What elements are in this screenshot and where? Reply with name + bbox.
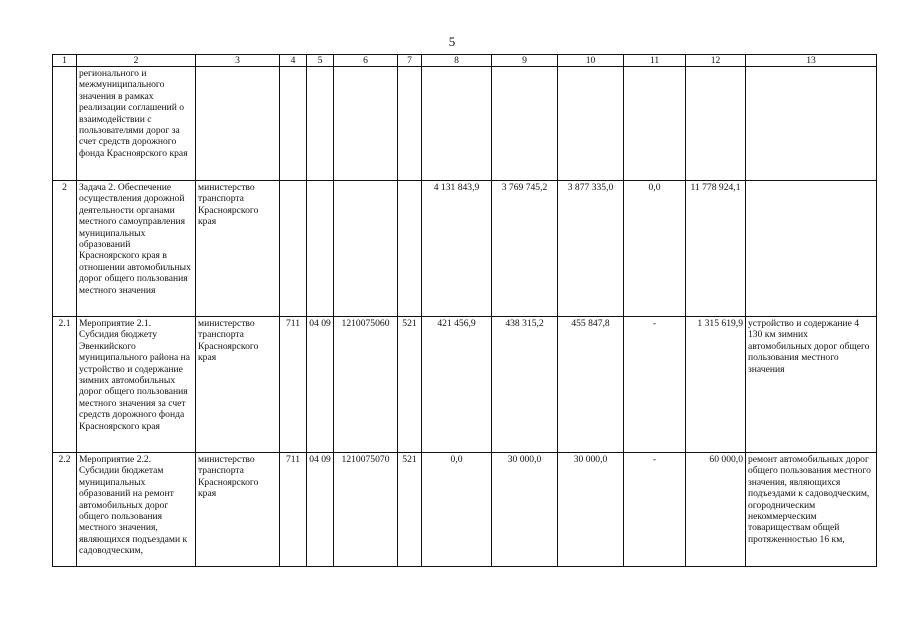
administrator	[196, 67, 280, 181]
grbs-code: 711	[280, 317, 307, 453]
vr-code: 521	[398, 317, 422, 453]
col-header: 13	[746, 55, 877, 67]
table-row	[53, 181, 877, 317]
col-header: 7	[398, 55, 422, 67]
administrator: министерство транспорта Красноярского края	[196, 181, 280, 317]
table-row	[53, 453, 877, 567]
csr-code	[334, 181, 398, 317]
csr-code	[334, 67, 398, 181]
total-amount: 11 778 924,1	[686, 181, 746, 317]
rzpr-code: 04 09	[307, 453, 334, 567]
vr-code	[398, 67, 422, 181]
rzpr-code: 04 09	[307, 317, 334, 453]
amount-col11	[624, 67, 686, 181]
col-header: 9	[492, 55, 558, 67]
amount-col9: 30 000,0	[492, 453, 558, 567]
csr-code: 1210075060	[334, 317, 398, 453]
col-header: 4	[280, 55, 307, 67]
col-header: 12	[686, 55, 746, 67]
row-number: 2	[53, 181, 77, 317]
col-header: 5	[307, 55, 334, 67]
program-table	[52, 54, 877, 567]
measure-name: регионального и межмуниципального значения в рамках реализации соглашений о взаимодействии с пользователями дорог за счет средств дорожного фонда Красноярского края	[77, 67, 196, 181]
measure-name: Мероприятие 2.2. Субсидии бюджетам муниципальных образований на ремонт автомобильных дорог общего пользования местного значения, являющихся подъездами к садоводческим,	[77, 453, 196, 567]
col-header: 10	[558, 55, 624, 67]
expected-result	[746, 181, 877, 317]
row-number	[53, 67, 77, 181]
amount-col10: 455 847,8	[558, 317, 624, 453]
amount-col8	[422, 67, 492, 181]
rzpr-code	[307, 181, 334, 317]
amount-col9: 438 315,2	[492, 317, 558, 453]
table-row	[53, 317, 877, 453]
vr-code	[398, 181, 422, 317]
col-header: 1	[53, 55, 77, 67]
header-row	[53, 55, 877, 67]
amount-col9: 3 769 745,2	[492, 181, 558, 317]
page-number: 5	[448, 34, 456, 49]
amount-col8: 421 456,9	[422, 317, 492, 453]
total-amount: 60 000,0	[686, 453, 746, 567]
amount-col11: -	[624, 317, 686, 453]
row-number: 2.2	[53, 453, 77, 567]
grbs-code	[280, 67, 307, 181]
grbs-code: 711	[280, 453, 307, 567]
row-number: 2.1	[53, 317, 77, 453]
col-header: 11	[624, 55, 686, 67]
col-header: 2	[77, 55, 196, 67]
expected-result	[746, 67, 877, 181]
amount-col11: 0,0	[624, 181, 686, 317]
vr-code: 521	[398, 453, 422, 567]
amount-col10: 3 877 335,0	[558, 181, 624, 317]
rzpr-code	[307, 67, 334, 181]
amount-col8: 4 131 843,9	[422, 181, 492, 317]
measure-name: Задача 2. Обеспечение осуществления дорожной деятельности органами местного самоуправления муниципальных образований Красноярского края в отношении автомобильных дорог общего пользования местного значения	[77, 181, 196, 317]
csr-code: 1210075070	[334, 453, 398, 567]
amount-col10: 30 000,0	[558, 453, 624, 567]
total-amount: 1 315 619,9	[686, 317, 746, 453]
table-row	[53, 67, 877, 181]
amount-col11: -	[624, 453, 686, 567]
expected-result: устройство и содержание 4 130 км зимних автомобильных дорог общего пользования местного значения	[746, 317, 877, 453]
measure-name: Мероприятие 2.1. Субсидия бюджету Эвенкийского муниципального района на устройство и содержание зимних автомобильных дорог общего пользования местного значения за счет средств дорожного фонда Красноярского края	[77, 317, 196, 453]
amount-col9	[492, 67, 558, 181]
expected-result: ремонт автомобильных дорог общего пользования местного значения, являющихся подъездами к садоводческим, огородническим некоммерческим товариществам общей протяженностью 16 км,	[746, 453, 877, 567]
col-header: 8	[422, 55, 492, 67]
col-header: 6	[334, 55, 398, 67]
col-header: 3	[196, 55, 280, 67]
grbs-code	[280, 181, 307, 317]
amount-col10	[558, 67, 624, 181]
total-amount	[686, 67, 746, 181]
administrator: министерство транспорта Красноярского края	[196, 453, 280, 567]
amount-col8: 0,0	[422, 453, 492, 567]
administrator: министерство транспорта Красноярского края	[196, 317, 280, 453]
